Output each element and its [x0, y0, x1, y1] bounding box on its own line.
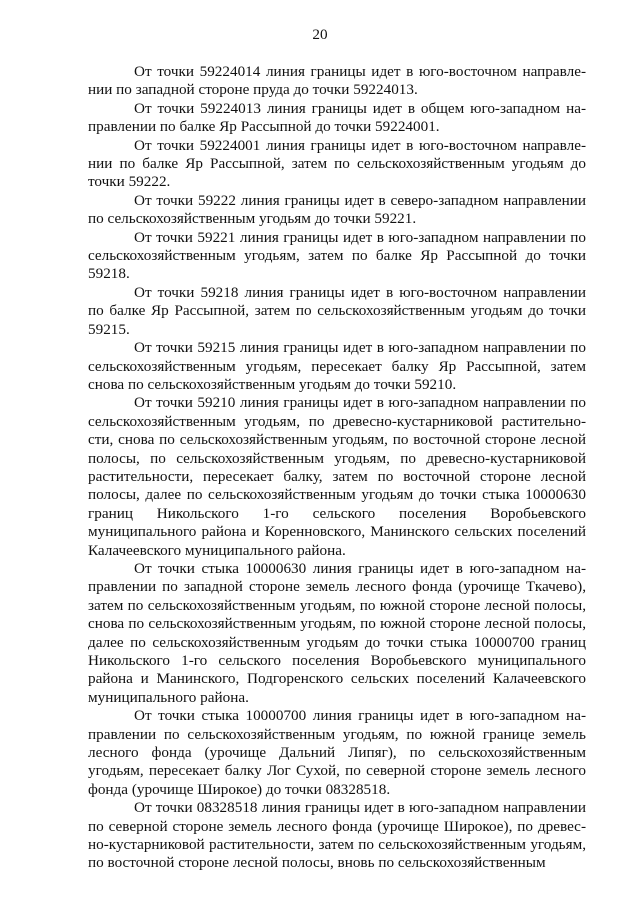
paragraph: От точки 59215 линия границы идет в юго-западном направлении по сельскохозяйственным угодьям, пересекает балку Яр Рассыпной, затем снова по сельскохозяйственным угодьям до точки 59210.: [88, 339, 586, 393]
paragraph: От точки 08328518 линия границы идет в юго-западном направлении по северной стороне земель лесного фонда (урочище Широкое), по древесно-кустарниковой растительности, затем по сельскохозяйственным угодьям, по восточной стороне лесной полосы, вновь по сельскохозяйственным: [88, 799, 586, 872]
paragraph: От точки 59222 линия границы идет в северо-западном направлении по сельскохозяйственным угодьям до точки 59221.: [88, 191, 586, 228]
paragraph: От точки 59210 линия границы идет в юго-западном направлении по сельскохозяйственным угодьям, по древесно-кустарниковой растительности, снова по сельскохозяйственным угодьям, по восточной стороне лесной полосы, по сельскохозяйственным угодьям, по древесно-кустарниковой растительности, пересекает балку, затем по восточной стороне лесной полосы, далее по сельскохозяйственным угодьям до точки стыка 10000630 границ Никольского 1-го сельского поселения Воробьевского муниципального района и Коренновского, Манинского сельских поселений Калачеевского муниципального района.: [88, 394, 586, 559]
paragraph: От точки 59224014 линия границы идет в юго-восточном направлении по западной стороне пруда до точки 59224013.: [88, 63, 586, 99]
paragraph: От точки 59224001 линия границы идет в юго-восточном направлении по балке Яр Рассыпной, затем по сельскохозяйственным угодьям до точки 59222.: [88, 136, 586, 191]
page-number: 20: [312, 26, 328, 43]
paragraph: От точки 59221 линия границы идет в юго-западном направлении по сельскохозяйственным угодьям, затем по балке Яр Рассыпной до точки 59218.: [88, 228, 586, 283]
paragraph: От точки стыка 10000700 линия границы идет в юго-западном направлении по сельскохозяйственным угодьям, по южной границе земель лесного фонда (урочище Дальний Липяг), по сельскохозяйственным угодьям, пересекает балку Лог Сухой, по северной стороне земель лесного фонда (урочище Широкое) до точки 08328518.: [88, 707, 586, 798]
paragraph: От точки 59224013 линия границы идет в общем юго-западном направлении по балке Яр Рассыпной до точки 59224001.: [88, 99, 586, 136]
paragraph: От точки 59218 линия границы идет в юго-восточном направлении по балке Яр Рассыпной, затем по сельскохозяйственным угодьям до точки 59215.: [88, 283, 586, 338]
paragraph: От точки стыка 10000630 линия границы идет в юго-западном направлении по западной стороне земель лесного фонда (урочище Ткачево), затем по сельскохозяйственным угодьям, по южной стороне лесной полосы, снова по сельскохозяйственным угодьям, по южной стороне лесной полосы, далее по сельскохозяйственным угодьям до точки стыка 10000700 границ Никольского 1-го сельского поселения Воробьевского муниципального района и Манинского, Подгоренского сельских поселений Калачеевского муниципального района.: [88, 559, 586, 706]
document-body: [88, 63, 586, 873]
